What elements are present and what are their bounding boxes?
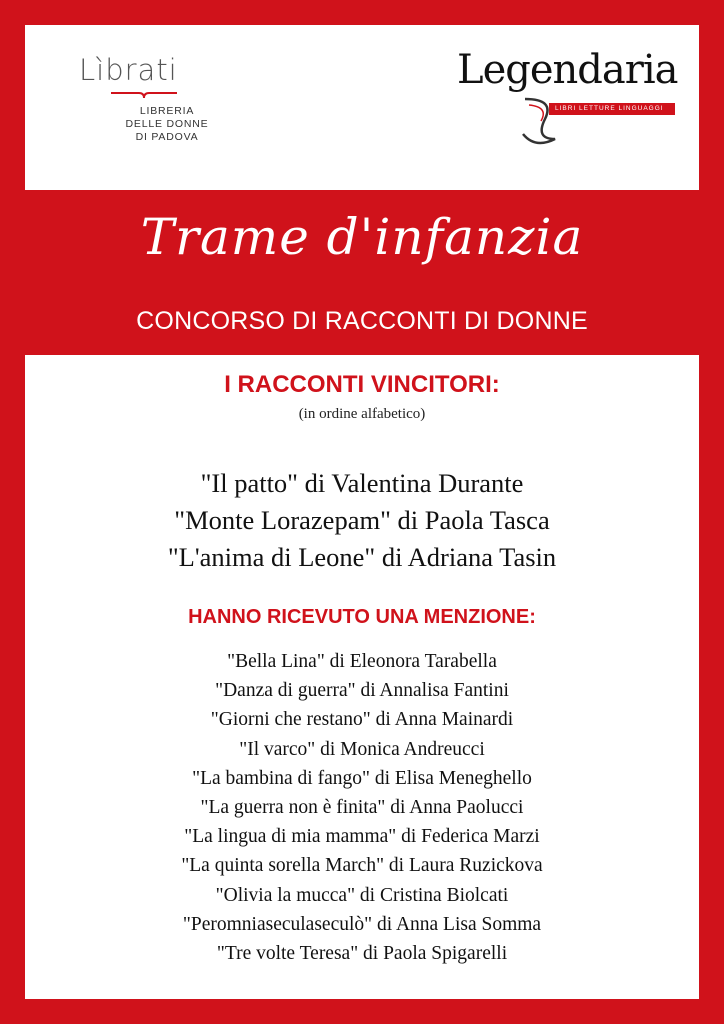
list-item: "Il patto" di Valentina Durante — [200, 468, 524, 498]
list-item: "Giorni che restano" di Anna Mainardi — [210, 709, 514, 731]
list-item: "La lingua di mia mamma" di Federica Marzi — [184, 826, 540, 848]
list-item: "Tre volte Teresa" di Paola Spigarelli — [216, 943, 508, 965]
legendaria-tagline: LIBRI LETTURE LINGUAGGI — [555, 105, 664, 112]
list-item: "L'anima di Leone" di Adriana Tasin — [167, 542, 557, 572]
librati-logo — [73, 53, 213, 144]
legendaria-name: Legendaria — [457, 47, 678, 93]
legendaria-logo — [457, 47, 687, 157]
librati-subtitle-line: DI PADOVA — [135, 131, 199, 143]
librati-name: Lìbrati — [79, 53, 178, 87]
librati-subtitle-line: LIBRERIA — [139, 105, 195, 117]
logo-panel — [25, 25, 699, 190]
page-title: Trame d'infanzia — [140, 208, 584, 266]
open-book-icon — [109, 89, 179, 101]
librati-subtitle-line: DELLE DONNE — [125, 118, 209, 130]
winners-heading: I RACCONTI VINCITORI: — [224, 371, 500, 398]
list-item: "Monte Lorazepam" di Paola Tasca — [174, 505, 550, 535]
list-item: "Il varco" di Monica Andreucci — [239, 738, 485, 760]
list-item: "Bella Lina" di Eleonora Tarabella — [227, 651, 497, 672]
list-item: "La quinta sorella March" di Laura Ruzickova — [181, 855, 543, 877]
winners-list — [25, 465, 699, 576]
list-item: "La guerra non è finita" di Anna Paolucci — [200, 797, 524, 819]
list-item: "Olivia la mucca" di Cristina Biolcati — [215, 884, 509, 906]
list-item: "Peromniaseculaseculò" di Anna Lisa Somma — [182, 913, 542, 935]
librati-subtitle — [109, 105, 225, 144]
mentions-heading: HANNO RICEVUTO UNA MENZIONE: — [188, 606, 536, 628]
list-item: "Danza di guerra" di Annalisa Fantini — [215, 680, 509, 702]
mentions-list — [25, 647, 699, 968]
page-subtitle: CONCORSO DI RACCONTI DI DONNE — [136, 307, 588, 335]
results-panel — [25, 355, 699, 999]
list-item: "La bambina di fango" di Elisa Meneghello — [192, 767, 532, 789]
legendaria-swirl-icon — [515, 89, 565, 149]
winners-note: (in ordine alfabetico) — [298, 406, 426, 422]
